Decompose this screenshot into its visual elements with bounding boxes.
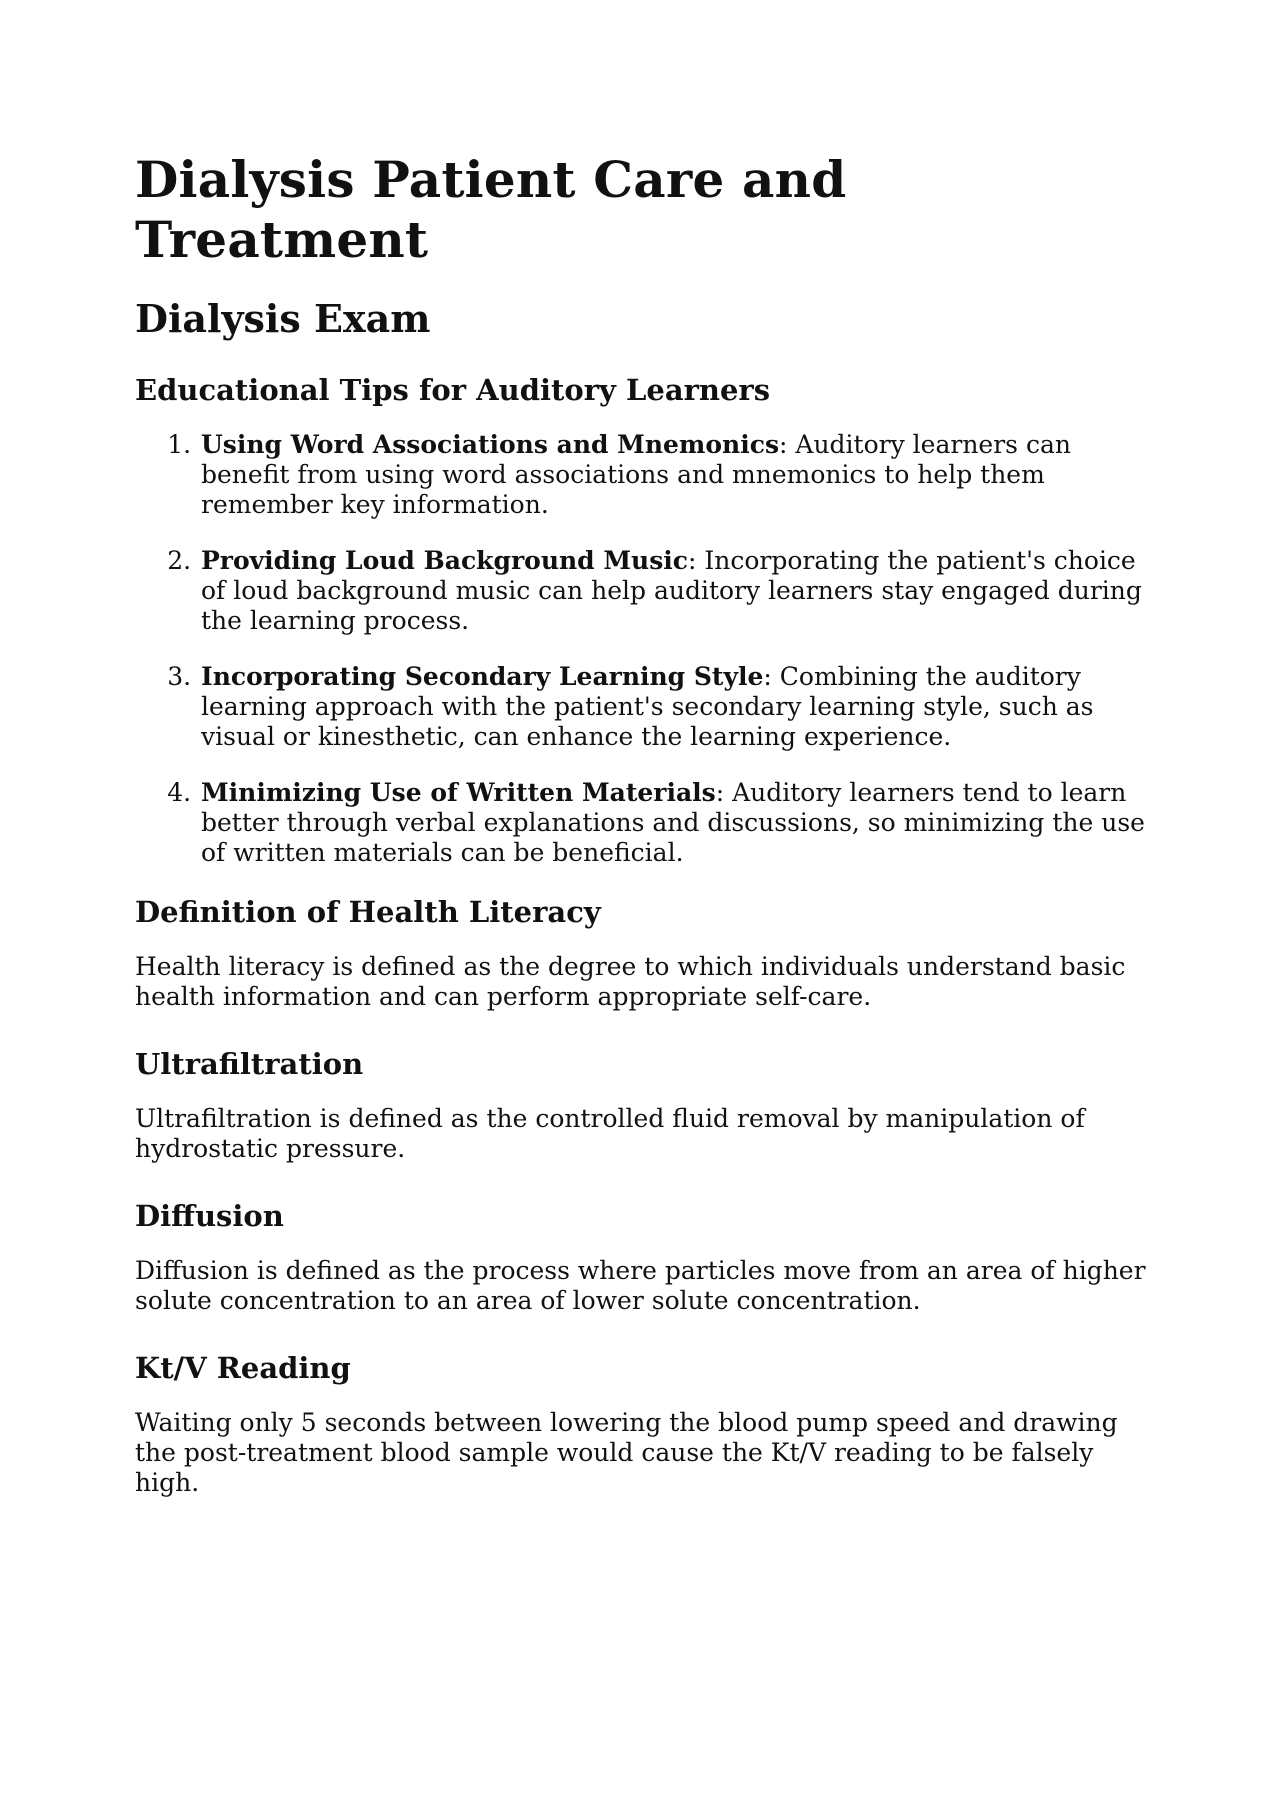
list-item-text: : Combining the auditory learning approach with the patient's secondary learning style, such as visual or kinesthetic, can enhance the learning experience. bbox=[201, 662, 1094, 751]
list-item-term: Minimizing Use of Written Materials bbox=[201, 778, 716, 807]
auditory-learners-section bbox=[135, 372, 1155, 868]
section-body: Ultrafiltration is defined as the controlled fluid removal by manipulation of hydrostatic pressure. bbox=[135, 1104, 1085, 1163]
ktv-reading-section bbox=[135, 1350, 1155, 1498]
list-item-term: Providing Loud Background Music bbox=[201, 546, 688, 575]
list-item-term: Incorporating Secondary Learning Style bbox=[201, 662, 764, 691]
document-page bbox=[135, 150, 1155, 1532]
section-heading: Definition of Health Literacy bbox=[135, 895, 601, 929]
list-item bbox=[199, 778, 1155, 868]
auditory-tips-list bbox=[135, 430, 1155, 868]
section-body: Health literacy is defined as the degree to which individuals understand basic health information and can perform appropriate self-care. bbox=[135, 952, 1126, 1011]
document-subtitle: Dialysis Exam bbox=[135, 296, 431, 341]
list-item bbox=[199, 546, 1155, 636]
section-heading: Educational Tips for Auditory Learners bbox=[135, 373, 771, 407]
list-item-text: : Auditory learners can benefit from using word associations and mnemonics to help them remember key information. bbox=[201, 430, 1071, 519]
section-heading: Diffusion bbox=[135, 1199, 284, 1233]
list-item-text: : Auditory learners tend to learn better through verbal explanations and discussions, so minimizing the use of written materials can be beneficial. bbox=[201, 778, 1145, 867]
list-item-term: Using Word Associations and Mnemonics bbox=[201, 430, 780, 459]
health-literacy-section bbox=[135, 894, 1155, 1012]
section-body: Waiting only 5 seconds between lowering the blood pump speed and drawing the post-treatment blood sample would cause the Kt/V reading to be falsely high. bbox=[135, 1408, 1118, 1497]
section-body: Diffusion is defined as the process where particles move from an area of higher solute concentration to an area of lower solute concentration. bbox=[135, 1256, 1146, 1315]
document-title: Dialysis Patient Care and Treatment bbox=[135, 150, 847, 269]
list-item-text: : Incorporating the patient's choice of loud background music can help auditory learners stay engaged during the learning process. bbox=[201, 546, 1142, 635]
list-item bbox=[199, 662, 1155, 752]
list-item bbox=[199, 430, 1155, 520]
ultrafiltration-section bbox=[135, 1046, 1155, 1164]
section-heading: Ultrafiltration bbox=[135, 1047, 364, 1081]
section-heading: Kt/V Reading bbox=[135, 1351, 351, 1385]
diffusion-section bbox=[135, 1198, 1155, 1316]
